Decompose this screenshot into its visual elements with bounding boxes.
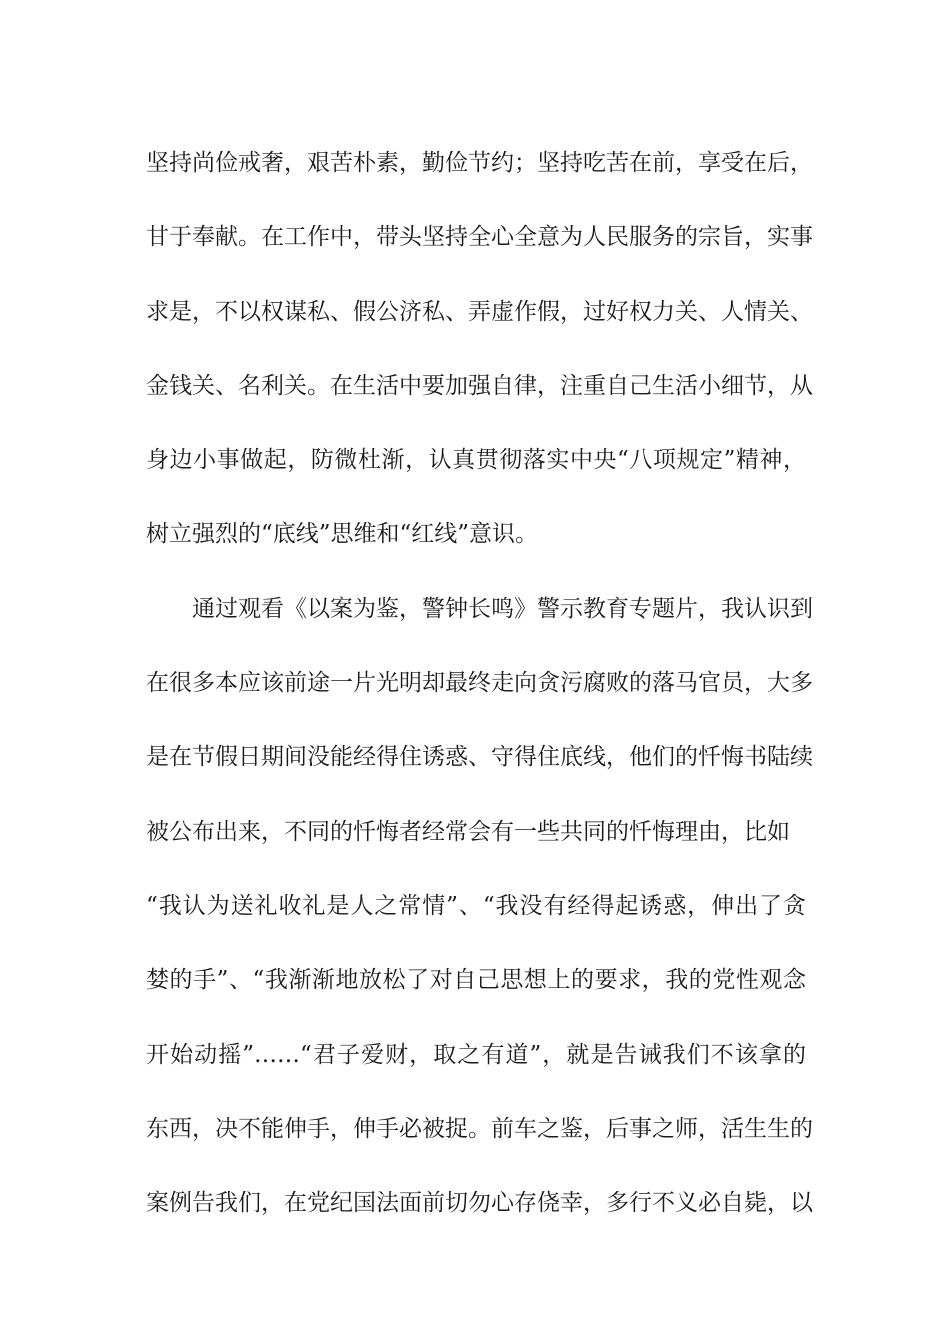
text-line: 金钱关、名利关。在生活中要加强自律，注重自己生活小细节，从 (146, 372, 813, 399)
text-line: 案例告我们，在党纪国法面前切勿心存侥幸，多行不义必自毙，以 (146, 1190, 813, 1217)
text-line: 树立强烈的“底线”思维和“红线”意识。 (146, 521, 539, 548)
body-text (146, 126, 813, 1240)
text-line: 在很多本应该前途一片光明却最终走向贪污腐败的落马官员，大多 (146, 670, 813, 697)
text-line: 身边小事做起，防微杜渐，认真贯彻落实中央“八项规定”精神， (146, 447, 806, 474)
text-line: 被公布出来，不同的忏悔者经常会有一些共同的忏悔理由，比如 (146, 818, 790, 845)
text-line: 求是，不以权谋私、假公济私、弄虚作假，过好权力关、人情关、 (146, 298, 813, 325)
text-line: 东西，决不能伸手，伸手必被捉。前车之鉴，后事之师，活生生的 (146, 1115, 813, 1142)
text-line: “我认为送礼收礼是人之常情”、“我没有经得起诱惑，伸出了贪 (146, 892, 806, 919)
text-line: 开始动摇”……“君子爱财，取之有道”，就是告诫我们不该拿的 (146, 1041, 806, 1068)
text-line: 坚持尚俭戒奢，艰苦朴素，勤俭节约；坚持吃苦在前，享受在后， (146, 150, 813, 176)
text-line: 甘于奉献。在工作中，带头坚持全心全意为人民服务的宗旨，实事 (146, 224, 813, 251)
text-line: 是在节假日期间没能经得住诱惑、守得住底线，他们的忏悔书陆续 (146, 744, 813, 771)
paragraph-first-line: 通过观看《以案为鉴，警钟长鸣》警示教育专题片，我认识到 (192, 595, 813, 622)
text-line: 婪的手”、“我渐渐地放松了对自己思想上的要求，我的党性观念 (146, 967, 806, 994)
